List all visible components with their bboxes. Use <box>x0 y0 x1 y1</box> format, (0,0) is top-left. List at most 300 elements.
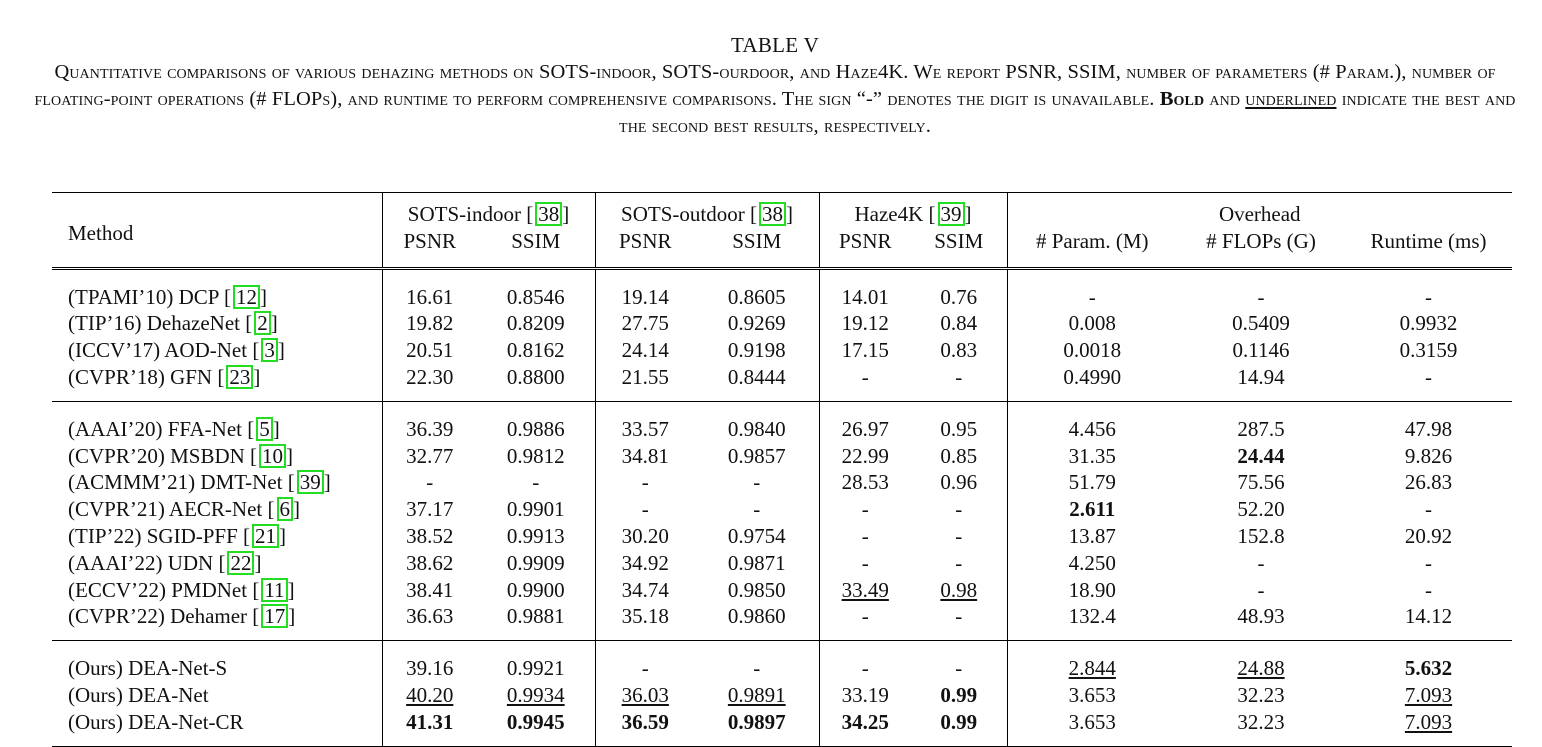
table-row <box>52 310 1512 337</box>
value-cell <box>382 523 477 550</box>
value-cell <box>695 268 819 310</box>
citation-link[interactable]: 2 <box>254 311 271 335</box>
method-name: (TIP’16) DehazeNet <box>68 311 240 336</box>
value-cell <box>382 443 477 470</box>
value-cell <box>1177 469 1345 496</box>
value-cell <box>477 682 595 709</box>
value-cell <box>695 682 819 709</box>
value-text: - <box>861 604 869 629</box>
value-cell <box>1345 310 1512 337</box>
value-cell <box>1007 577 1177 604</box>
value-cell <box>595 401 695 442</box>
value-text: 17.15 <box>841 338 889 363</box>
value-cell <box>695 310 819 337</box>
value-text: 0.9850 <box>727 577 786 602</box>
value-text: 24.88 <box>1237 656 1285 681</box>
citation-link[interactable]: 22 <box>227 551 254 575</box>
value-cell <box>477 641 595 682</box>
table-row <box>52 603 1512 640</box>
value-text: - <box>753 497 761 522</box>
value-cell <box>1345 641 1512 682</box>
value-cell <box>1345 469 1512 496</box>
value-cell <box>911 310 1007 337</box>
method-name: (CVPR’21) AECR-Net <box>68 497 263 522</box>
method-cell <box>52 709 382 746</box>
value-cell <box>477 709 595 746</box>
value-cell <box>1177 523 1345 550</box>
value-cell <box>1007 469 1177 496</box>
method-name: (TIP’22) SGID-PFF <box>68 523 238 548</box>
value-text: 287.5 <box>1237 416 1285 441</box>
value-text: 0.9921 <box>506 656 565 681</box>
header-overhead: Overhead <box>1007 193 1512 228</box>
value-text: 0.84 <box>940 311 978 336</box>
value-text: 19.12 <box>841 311 889 336</box>
citation-link[interactable]: 11 <box>261 578 287 602</box>
value-cell <box>382 310 477 337</box>
table-row <box>52 469 1512 496</box>
value-text: 0.8800 <box>506 364 565 389</box>
value-cell <box>911 641 1007 682</box>
value-cell <box>1345 682 1512 709</box>
value-cell <box>819 603 911 640</box>
citation-link[interactable]: 21 <box>252 524 279 548</box>
value-text: 0.9871 <box>727 550 786 575</box>
value-cell <box>595 577 695 604</box>
value-cell <box>911 577 1007 604</box>
value-text: 0.9901 <box>506 497 565 522</box>
value-text: - <box>861 523 869 548</box>
table-row <box>52 682 1512 709</box>
value-cell <box>382 682 477 709</box>
value-cell <box>382 401 477 442</box>
value-text: 52.20 <box>1237 497 1285 522</box>
value-cell <box>595 682 695 709</box>
value-cell <box>911 523 1007 550</box>
value-text: 32.77 <box>406 443 454 468</box>
value-cell <box>1345 523 1512 550</box>
value-cell <box>1345 364 1512 401</box>
value-cell <box>477 603 595 640</box>
value-text: 18.90 <box>1068 577 1116 602</box>
value-cell <box>1007 364 1177 401</box>
header-ssim: SSIM <box>511 228 561 253</box>
value-text: 0.96 <box>940 470 978 495</box>
value-cell <box>477 577 595 604</box>
value-cell <box>911 603 1007 640</box>
value-cell <box>819 443 911 470</box>
table-number: TABLE V <box>730 33 820 57</box>
value-cell <box>819 364 911 401</box>
method-cell: (CVPR’20) MSBDN [ 10 ] <box>68 443 294 468</box>
value-cell <box>1177 443 1345 470</box>
value-text: 0.3159 <box>1399 338 1458 363</box>
value-text: - <box>753 656 761 681</box>
value-cell <box>382 603 477 640</box>
value-cell <box>477 523 595 550</box>
table-row <box>52 364 1512 401</box>
value-cell <box>1177 364 1345 401</box>
value-text: - <box>1425 550 1432 575</box>
value-cell <box>1177 550 1345 577</box>
value-text: 13.87 <box>1068 523 1116 548</box>
table-row <box>52 523 1512 550</box>
header-sots-outdoor-label: SOTS-outdoor <box>621 202 745 226</box>
value-cell <box>595 310 695 337</box>
value-cell <box>477 550 595 577</box>
value-cell <box>1345 496 1512 523</box>
value-cell <box>595 709 695 746</box>
value-cell <box>911 469 1007 496</box>
value-cell <box>1345 550 1512 577</box>
value-text: 0.9932 <box>1399 311 1458 336</box>
method-name: (AAAI’22) UDN <box>68 550 214 575</box>
value-text: 40.20 <box>406 682 454 707</box>
value-cell <box>1177 577 1345 604</box>
results-table <box>52 192 1512 747</box>
value-text: 0.9812 <box>506 443 565 468</box>
value-text: - <box>861 364 869 389</box>
method-cell: (ICCV’17) AOD-Net [ 3 ] <box>68 338 285 363</box>
value-text: 31.35 <box>1068 443 1116 468</box>
method-cell: (TIP’16) DehazeNet [ 2 ] <box>68 311 278 336</box>
header-ssim: SSIM <box>732 228 782 253</box>
value-cell <box>819 682 911 709</box>
value-cell <box>477 310 595 337</box>
value-text: 0.9886 <box>506 416 565 441</box>
value-cell <box>595 550 695 577</box>
value-text: 26.97 <box>841 416 889 441</box>
value-text: 3.653 <box>1068 682 1116 707</box>
value-text: - <box>955 364 963 389</box>
method-cell: (CVPR’18) GFN [ 23 ] <box>68 364 261 389</box>
method-name: (AAAI’20) FFA-Net <box>68 416 242 441</box>
value-text: 33.49 <box>841 577 889 602</box>
value-cell <box>595 603 695 640</box>
value-cell <box>477 469 595 496</box>
value-text: 0.9909 <box>506 550 565 575</box>
value-cell <box>911 550 1007 577</box>
value-text: 4.456 <box>1068 416 1116 441</box>
value-cell <box>819 550 911 577</box>
value-text: 0.9891 <box>727 682 786 707</box>
method-cell: (AAAI’20) FFA-Net [ 5 ] <box>52 401 382 442</box>
value-text: 0.99 <box>940 682 978 707</box>
value-text: - <box>1088 284 1096 309</box>
value-cell <box>911 364 1007 401</box>
value-text: - <box>955 604 963 629</box>
value-cell <box>382 337 477 364</box>
value-cell <box>1177 268 1345 310</box>
value-cell <box>1345 577 1512 604</box>
value-text: 4.250 <box>1068 550 1116 575</box>
value-cell <box>695 641 819 682</box>
citation-link[interactable]: 3 <box>261 338 278 362</box>
value-cell <box>911 401 1007 442</box>
value-text: 2.844 <box>1068 656 1116 681</box>
method-cell <box>52 682 382 709</box>
value-text: 0.8546 <box>506 284 565 309</box>
method-cell: (CVPR’22) Dehamer [ 17 ] <box>68 604 296 629</box>
value-text: 36.39 <box>406 416 454 441</box>
caption-and: and <box>1204 88 1246 110</box>
value-cell <box>1177 401 1345 442</box>
value-cell <box>382 709 477 746</box>
value-text: 33.19 <box>841 682 889 707</box>
value-cell <box>819 268 911 310</box>
value-text: - <box>955 656 963 681</box>
value-cell <box>382 550 477 577</box>
table-row <box>52 268 1512 310</box>
value-text: - <box>426 470 434 495</box>
caption-text-part1: Quantitative comparisons of various dehazing methods on SOTS-indoor, SOTS-ourdoor, and Haze4K. We report PSNR, SSIM, number of parameters (# Param.), number of floating-point operations (# FLOPs), and runtime to perform comprehensive comparisons. The sign “-” denotes the digit is unavailable. <box>34 61 1496 110</box>
value-cell <box>1345 603 1512 640</box>
value-cell <box>695 577 819 604</box>
method-cell: (TPAMI’10) DCP [ 12 ] <box>52 268 382 310</box>
citation-link[interactable]: 12 <box>233 285 260 309</box>
value-cell <box>695 496 819 523</box>
value-cell <box>1345 443 1512 470</box>
citation-link[interactable]: 10 <box>259 444 286 468</box>
value-text: 5.632 <box>1404 656 1453 681</box>
value-cell <box>1007 443 1177 470</box>
value-cell <box>1177 709 1345 746</box>
value-text: 0.9754 <box>727 523 786 548</box>
value-cell <box>382 364 477 401</box>
header-psnr: PSNR <box>382 228 477 268</box>
table-row <box>52 496 1512 523</box>
value-text: 22.99 <box>841 443 889 468</box>
value-text: 0.9945 <box>506 709 565 734</box>
value-text: 0.9897 <box>727 709 786 734</box>
value-text: 0.9900 <box>506 577 565 602</box>
value-cell <box>695 401 819 442</box>
value-text: - <box>1425 364 1432 389</box>
value-text: - <box>641 497 649 522</box>
value-text: 38.62 <box>406 550 454 575</box>
value-cell <box>819 401 911 442</box>
value-text: - <box>955 550 963 575</box>
header-haze4k-label: Haze4K <box>854 202 924 226</box>
value-text: 0.008 <box>1068 311 1116 336</box>
value-cell <box>911 268 1007 310</box>
value-cell <box>595 523 695 550</box>
value-cell <box>1007 709 1177 746</box>
method-cell: (AAAI’22) UDN [ 22 ] <box>68 550 262 575</box>
value-text: 20.51 <box>406 338 454 363</box>
value-cell <box>695 709 819 746</box>
value-cell <box>1345 268 1512 310</box>
value-text: - <box>1257 550 1265 575</box>
table-row <box>52 641 1512 682</box>
value-cell <box>1345 401 1512 442</box>
table-row <box>52 709 1512 746</box>
citation-link[interactable]: 38 <box>759 202 786 226</box>
value-cell <box>477 337 595 364</box>
value-cell <box>1007 337 1177 364</box>
value-cell <box>1177 603 1345 640</box>
value-text: 14.12 <box>1404 604 1453 629</box>
caption-underline-word: underlined <box>1245 88 1337 110</box>
value-cell <box>382 496 477 523</box>
citation-link[interactable]: 23 <box>226 365 253 389</box>
header-runtime: Runtime (ms) <box>1370 228 1487 253</box>
value-cell <box>695 603 819 640</box>
value-text: 34.92 <box>621 550 669 575</box>
value-text: 32.23 <box>1237 709 1285 734</box>
value-text: - <box>1257 577 1265 602</box>
value-cell <box>695 523 819 550</box>
value-cell <box>595 443 695 470</box>
value-text: - <box>1257 284 1265 309</box>
value-cell <box>911 682 1007 709</box>
value-cell <box>477 364 595 401</box>
value-text: 36.59 <box>621 709 669 734</box>
value-text: 0.8162 <box>506 338 565 363</box>
value-text: - <box>1425 284 1432 309</box>
value-text: 32.23 <box>1237 682 1285 707</box>
table-body <box>52 268 1512 746</box>
method-name: (Ours) DEA-Net-S <box>68 656 228 681</box>
citation-link[interactable]: 6 <box>277 497 294 521</box>
value-text: 0.9857 <box>727 443 786 468</box>
method-cell <box>52 641 382 682</box>
value-text: 0.76 <box>940 284 978 309</box>
value-text: 0.1146 <box>1232 338 1290 363</box>
value-text: - <box>1425 497 1432 522</box>
value-text: - <box>955 523 963 548</box>
header-sots-indoor-label: SOTS-indoor <box>407 202 521 226</box>
value-cell <box>819 709 911 746</box>
value-text: 9.826 <box>1404 443 1453 468</box>
value-cell <box>595 268 695 310</box>
value-cell <box>819 337 911 364</box>
citation-link[interactable]: 5 <box>256 417 273 441</box>
value-text: 0.9269 <box>727 311 786 336</box>
value-text: 3.653 <box>1068 709 1116 734</box>
value-cell <box>1007 523 1177 550</box>
value-text: 34.81 <box>621 443 669 468</box>
citation-link[interactable]: 38 <box>535 202 562 226</box>
value-text: 35.18 <box>621 604 669 629</box>
value-text: - <box>753 470 761 495</box>
method-name: (CVPR’20) MSBDN <box>68 443 245 468</box>
value-text: 0.83 <box>940 338 978 363</box>
value-text: 75.56 <box>1237 470 1285 495</box>
table-row <box>52 401 1512 442</box>
method-name: (ICCV’17) AOD-Net <box>68 338 248 363</box>
citation-link[interactable]: 39 <box>938 202 965 226</box>
value-text: 0.9934 <box>506 682 565 707</box>
value-cell <box>911 443 1007 470</box>
header-sots-outdoor: SOTS-outdoor [ 38 ] <box>595 193 819 228</box>
value-text: 19.14 <box>621 284 669 309</box>
value-text: - <box>1425 577 1432 602</box>
value-text: 0.9198 <box>727 338 786 363</box>
method-name: (CVPR’18) GFN <box>68 364 213 389</box>
value-cell <box>1177 496 1345 523</box>
value-cell <box>1007 603 1177 640</box>
value-cell <box>695 337 819 364</box>
value-text: - <box>861 497 869 522</box>
value-cell <box>1007 268 1177 310</box>
method-name: (Ours) DEA-Net <box>68 682 209 707</box>
method-name: (ACMMM’21) DMT-Net <box>68 470 283 495</box>
value-cell <box>819 523 911 550</box>
value-text: 20.92 <box>1404 523 1453 548</box>
value-text: 0.9840 <box>727 416 786 441</box>
value-cell <box>695 469 819 496</box>
value-cell <box>477 496 595 523</box>
value-text: 14.01 <box>841 284 889 309</box>
method-name: (Ours) DEA-Net-CR <box>68 709 244 734</box>
value-text: 41.31 <box>406 709 454 734</box>
value-text: 7.093 <box>1404 709 1453 734</box>
value-text: 26.83 <box>1404 470 1453 495</box>
value-text: 37.17 <box>406 497 454 522</box>
value-text: 16.61 <box>406 284 454 309</box>
value-cell <box>1007 496 1177 523</box>
value-cell <box>477 268 595 310</box>
value-text: 0.99 <box>940 709 978 734</box>
value-cell <box>1007 550 1177 577</box>
value-text: 39.16 <box>406 656 454 681</box>
method-name: (TPAMI’10) DCP <box>68 284 219 309</box>
value-text: - <box>641 470 649 495</box>
value-cell <box>382 641 477 682</box>
header-ssim: SSIM <box>934 228 984 253</box>
value-cell <box>595 641 695 682</box>
value-text: 0.5409 <box>1232 311 1290 336</box>
table-row <box>52 443 1512 470</box>
value-cell <box>1177 310 1345 337</box>
value-text: - <box>861 656 869 681</box>
value-cell <box>1177 337 1345 364</box>
value-cell <box>382 469 477 496</box>
value-text: 0.98 <box>940 577 978 602</box>
value-text: 0.9860 <box>727 604 786 629</box>
header-psnr: PSNR <box>595 228 695 268</box>
value-text: 0.85 <box>940 443 978 468</box>
value-text: 27.75 <box>621 311 669 336</box>
value-text: 51.79 <box>1068 470 1116 495</box>
citation-link[interactable]: 17 <box>261 604 288 628</box>
value-cell <box>595 364 695 401</box>
value-cell <box>695 364 819 401</box>
value-cell <box>1177 682 1345 709</box>
caption-text <box>20 59 1530 140</box>
table-row <box>52 337 1512 364</box>
caption-text-part2: indicate the best and the second best results, respectively. <box>619 88 1516 137</box>
value-cell <box>911 709 1007 746</box>
value-text: 19.82 <box>406 311 454 336</box>
method-cell: (TIP’22) SGID-PFF [ 21 ] <box>68 523 287 548</box>
citation-link[interactable]: 39 <box>297 470 324 494</box>
value-text: - <box>641 656 649 681</box>
value-cell <box>595 469 695 496</box>
value-text: 24.44 <box>1237 443 1285 468</box>
value-text: - <box>532 470 540 495</box>
value-cell <box>911 496 1007 523</box>
value-text: 33.57 <box>621 416 669 441</box>
value-text: 30.20 <box>621 523 669 548</box>
value-text: 21.55 <box>621 364 669 389</box>
value-text: 14.94 <box>1237 364 1285 389</box>
value-cell <box>911 337 1007 364</box>
method-cell: (ACMMM’21) DMT-Net [ 39 ] <box>68 470 331 495</box>
value-cell <box>1007 310 1177 337</box>
value-cell <box>477 401 595 442</box>
